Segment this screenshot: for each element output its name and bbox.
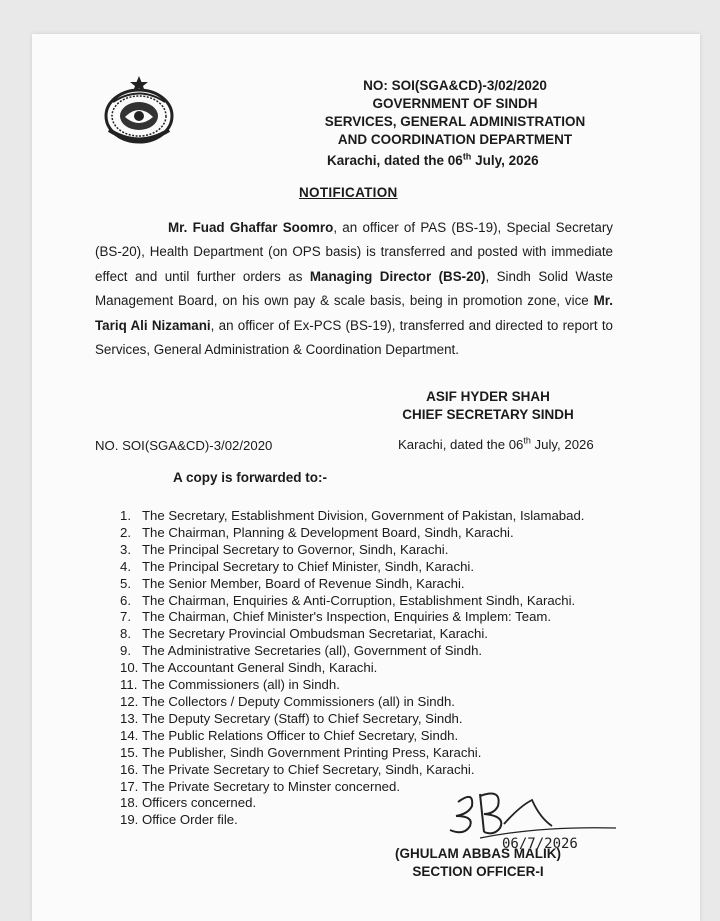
distribution-item-number: 13.: [120, 710, 139, 726]
distribution-item-text: The Deputy Secretary (Staff) to Chief Secretary, Sindh.: [142, 710, 463, 726]
distribution-item-number: 3.: [120, 541, 131, 557]
distribution-item-text: Officers concerned.: [142, 795, 257, 811]
notification-title: NOTIFICATION: [299, 185, 398, 200]
distribution-item: [120, 728, 584, 745]
distribution-item: [120, 542, 584, 559]
distribution-item: [120, 609, 584, 626]
handwritten-date: 06/7/2026: [502, 836, 578, 852]
distribution-item-text: The Secretary, Establishment Division, Government of Pakistan, Islamabad.: [142, 508, 585, 523]
distribution-item-number: 5.: [120, 575, 131, 591]
distribution-item-text: The Secretary Provincial Ombudsman Secretariat, Karachi.: [142, 626, 488, 642]
distribution-item: [120, 593, 584, 610]
distribution-item-number: 7.: [120, 609, 131, 625]
distribution-item-number: 2.: [120, 524, 131, 540]
distribution-item-text: The Chairman, Chief Minister's Inspection, Enquiries & Implem: Team.: [142, 609, 552, 625]
distribution-item-number: 6.: [120, 592, 131, 608]
header-block: [270, 77, 640, 149]
distribution-item-number: 9.: [120, 643, 131, 659]
section-officer-title: SECTION OFFICER-I: [412, 864, 544, 879]
distribution-item-number: 11.: [120, 677, 138, 693]
officer-name: Mr. Fuad Ghaffar Soomro: [168, 220, 334, 235]
copy-forwarded-title: A copy is forwarded to:-: [173, 470, 328, 485]
distribution-item-text: The Accountant General Sindh, Karachi.: [142, 660, 378, 676]
copy-date: Karachi, dated the 06th July, 2026: [398, 435, 594, 452]
header-department-line1: SERVICES, GENERAL ADMINISTRATION: [324, 114, 586, 129]
distribution-item-text: The Senior Member, Board of Revenue Sindh, Karachi.: [142, 575, 465, 591]
distribution-item-text: The Publisher, Sindh Government Printing Press, Karachi.: [142, 744, 482, 760]
distribution-item: [120, 626, 584, 643]
notification-body: Mr. Fuad Ghaffar Soomro, an officer of PAS (BS-19), Special Secretary (BS-20), Health Department (on OPS basis) is transferred and posted with immediate effect and until further orders as Managing Director (BS-20), Sindh Solid Waste Management Board, on his own pay & scale basis, being in promotion zone, vice Mr. Tariq Ali Nizamani, an officer of Ex-PCS (BS-19), transferred and directed to report to Services, General Administration & Coordination Department.: [95, 220, 613, 358]
distribution-item-text: The Chairman, Planning & Development Board, Sindh, Karachi.: [142, 524, 514, 540]
distribution-item: [120, 677, 584, 694]
new-post: Managing Director (BS-20): [309, 268, 486, 284]
header-date: Karachi, dated the 06th July, 2026: [327, 151, 539, 168]
distribution-item-number: 12.: [120, 693, 139, 709]
distribution-item: [120, 643, 584, 660]
distribution-item-number: 8.: [120, 626, 131, 642]
distribution-item-text: The Private Secretary to Minster concerned.: [142, 778, 400, 794]
distribution-item-text: The Principal Secretary to Governor, Sindh, Karachi.: [142, 541, 449, 557]
distribution-item-number: 14.: [120, 727, 139, 743]
signatory-title: CHIEF SECRETARY SINDH: [402, 407, 574, 422]
distribution-item: [120, 762, 584, 779]
distribution-item-text: The Public Relations Officer to Chief Secretary, Sindh.: [142, 727, 459, 743]
distribution-item-number: 17.: [120, 778, 139, 794]
header-government: GOVERNMENT OF SINDH: [372, 96, 538, 111]
distribution-item: [120, 660, 584, 677]
distribution-item-text: The Chairman, Enquiries & Anti-Corruption, Establishment Sindh, Karachi.: [142, 592, 576, 608]
distribution-item-number: 18.: [120, 795, 139, 811]
header-department-line2: AND COORDINATION DEPARTMENT: [337, 132, 573, 147]
section-officer-signature-block: [378, 845, 578, 881]
distribution-item: [120, 694, 584, 711]
header-ref-no: NO: SOI(SGA&CD)-3/02/2020: [363, 78, 547, 93]
distribution-item: [120, 745, 584, 762]
distribution-item-text: The Commissioners (all) in Sindh.: [142, 677, 340, 693]
distribution-item-number: 10.: [120, 660, 139, 676]
distribution-item-text: Office Order file.: [142, 812, 238, 828]
distribution-item-number: 19.: [120, 812, 139, 828]
distribution-item-number: 4.: [120, 558, 131, 574]
distribution-item-text: The Collectors / Deputy Commissioners (all) in Sindh.: [142, 693, 455, 709]
distribution-item-number: 16.: [120, 761, 139, 777]
sindh-government-seal-icon: [99, 75, 179, 145]
copy-ref-no: NO. SOI(SGA&CD)-3/02/2020: [95, 438, 273, 453]
distribution-item: [120, 525, 584, 542]
distribution-item: [120, 508, 584, 525]
distribution-item-number: 15.: [120, 744, 139, 760]
distribution-item: [120, 711, 584, 728]
distribution-item-text: The Administrative Secretaries (all), Government of Sindh.: [142, 643, 483, 659]
distribution-item: [120, 576, 584, 593]
distribution-item-text: The Principal Secretary to Chief Minister, Sindh, Karachi.: [142, 558, 475, 574]
distribution-item: [120, 559, 584, 576]
distribution-item-text: The Private Secretary to Chief Secretary, Sindh, Karachi.: [142, 761, 475, 777]
signatory-name: ASIF HYDER SHAH: [426, 389, 550, 404]
distribution-item-number: 1.: [120, 508, 131, 523]
section-officer-name: (GHULAM ABBAS MALIK): [395, 846, 561, 861]
vice-officer-name: Mr. Tariq Ali Nizamani: [95, 293, 613, 333]
chief-secretary-signature-block: [388, 388, 588, 424]
